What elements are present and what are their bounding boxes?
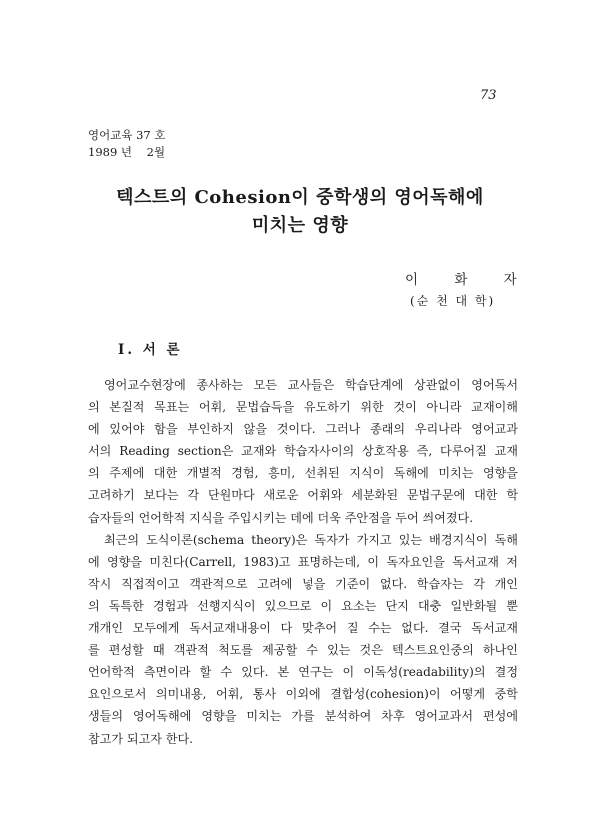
body-line: 언어학적 측면이라 할 수 있다. 본 연구는 이 이독성(readability)의 결정 (88, 665, 518, 680)
body-line: 의 독특한 경험과 선행지식이 있으므로 이 요소는 단지 대충 일반화될 뿐 (88, 598, 518, 613)
body-line: 요인으로서 의미내용, 어휘, 통사 이외에 결합성(cohesion)이 어떻게 중학 (88, 687, 518, 702)
author-affiliation: (순 천 대 학) (410, 294, 496, 308)
author-name: 이 화 자 (405, 272, 533, 288)
body-line: 작시 직접적이고 객관적으로 고려에 넣을 기준이 없다. 학습자는 각 개인 (88, 576, 518, 591)
journal-date: 1989 년 2월 (88, 145, 166, 159)
body-line: 참고가 되고자 한다. (88, 731, 193, 746)
body-line: 개개인 모두에게 독서교재내용이 다 맞추어 질 수는 없다. 결국 독서교재 (88, 621, 518, 636)
journal-info (88, 127, 166, 161)
page-number: 73 (480, 88, 497, 103)
body-line: 를 편성할 때 객관적 척도를 제공할 수 있는 것은 텍스트요인중의 하나인 (88, 643, 518, 658)
body-line: 에 영향을 미친다(Carrell, 1983)고 표명하는데, 이 독자요인을 독서교재 저 (88, 554, 518, 569)
title-line-2: 미치는 영향 (251, 215, 349, 236)
section-heading: Ⅰ. 서 론 (118, 342, 183, 358)
title-line-1: 텍스트의 Cohesion이 중학생의 영어독해에 (116, 187, 484, 208)
body-line: 최근의 도식이론(schema theory)은 독자가 가지고 있는 배경지식이 독해 (104, 532, 518, 547)
body-line: 의 주제에 대한 개별적 경험, 흥미, 선취된 지식이 독해에 미치는 영향을 (88, 466, 518, 481)
body-line: 의 본질적 목표는 어휘, 문법습득을 유도하기 위한 것이 아니라 교재이해 (88, 400, 518, 415)
body-line: 서의 Reading section은 교재와 학습자사이의 상호작용 즉, 다루어질 교재 (88, 444, 518, 459)
body-line: 습자들의 언어학적 지식을 주입시키는 데에 더욱 주안점을 두어 씌여졌다. (88, 510, 474, 525)
body-line: 고려하기 보다는 각 단원마다 새로운 어휘와 세분화된 문법구문에 대한 학 (88, 488, 518, 503)
journal-volume: 영어교육 37 호 (88, 128, 166, 142)
body-line: 영어교수현장에 종사하는 모든 교사들은 학습단계에 상관없이 영어독서 (104, 378, 518, 392)
body-line: 생들의 영어독해에 영향을 미치는 가를 분석하여 차후 영어교과서 편성에 (88, 709, 518, 724)
body-text (88, 374, 518, 750)
body-line: 에 있어야 함을 부인하지 않을 것이다. 그러나 종래의 우리나라 영어교과 (88, 422, 518, 437)
paper-title (0, 184, 600, 240)
